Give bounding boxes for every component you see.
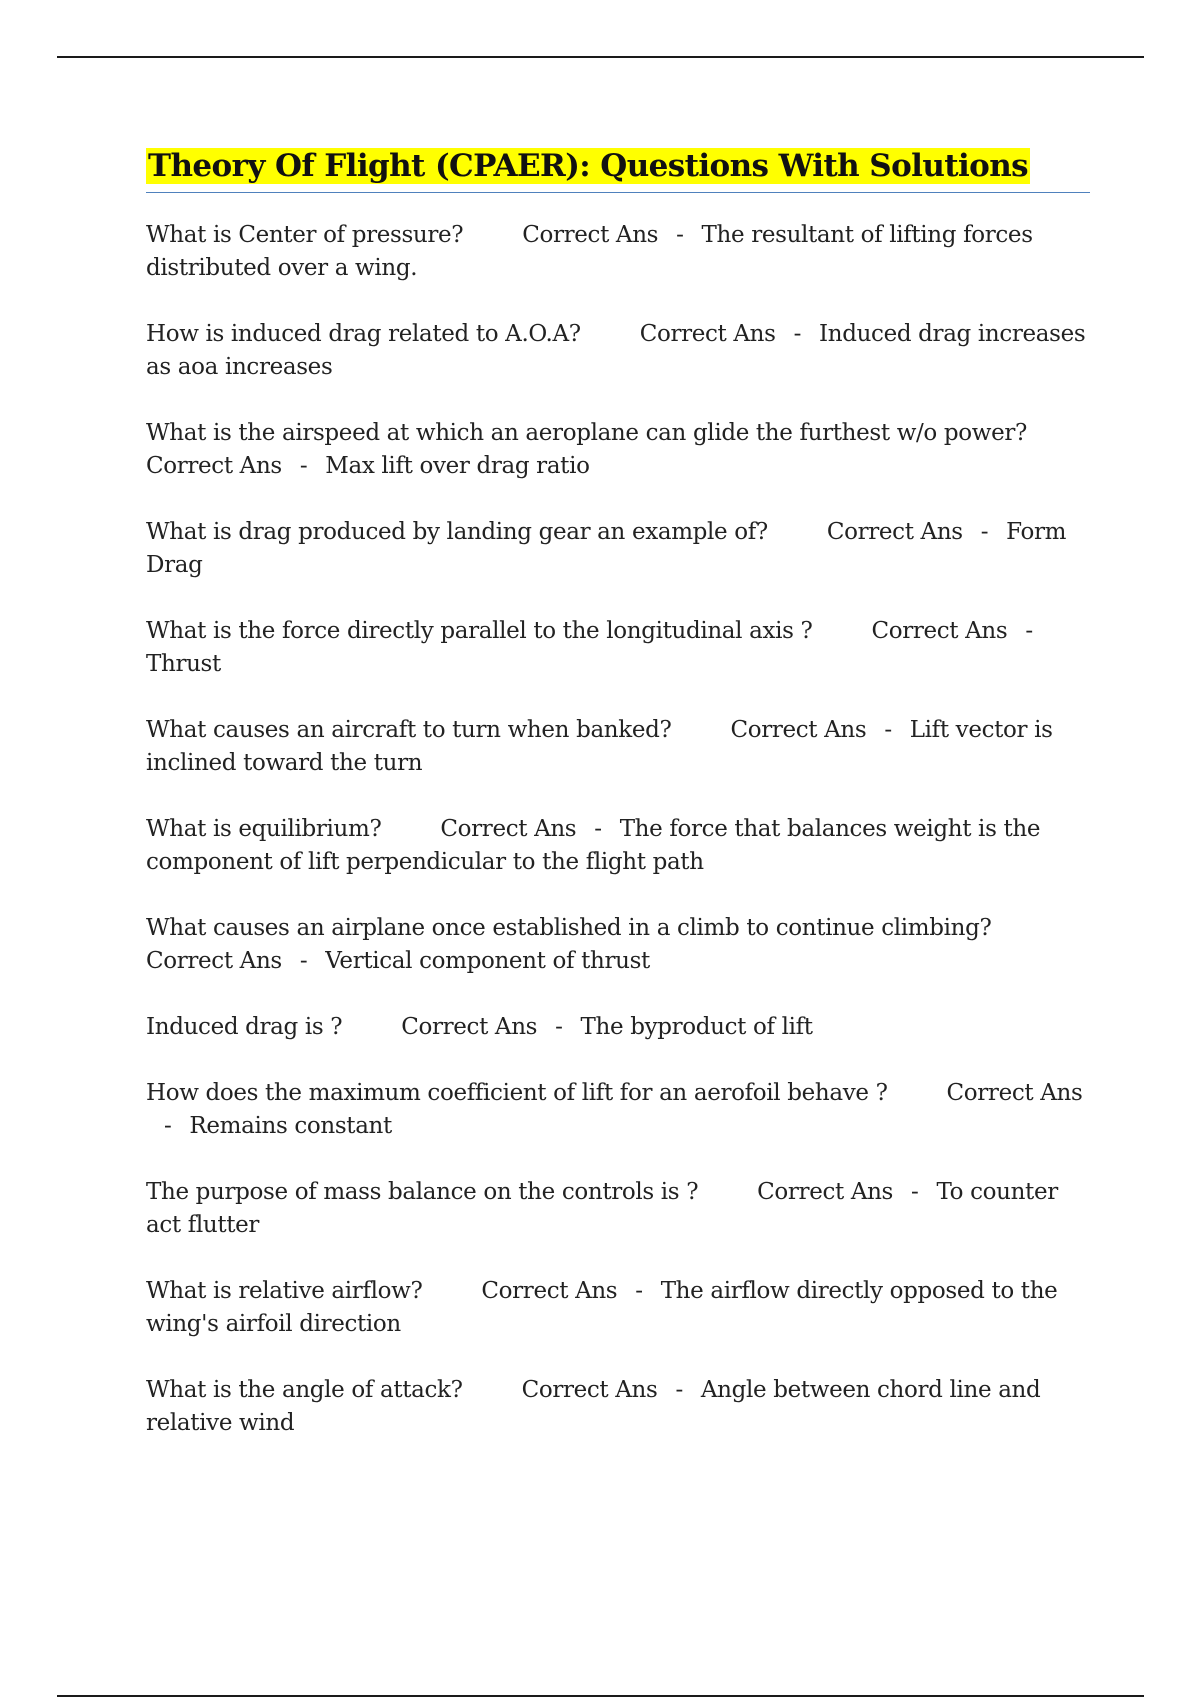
answer-label: Correct Ans [871,618,1008,644]
answer-separator: - [555,1014,563,1040]
answer-separator: - [911,1179,919,1205]
qa-item [146,912,1090,978]
answer-label: Correct Ans [481,1278,618,1304]
qa-item [146,1077,1090,1143]
qa-item [146,714,1090,780]
qa-item [146,1275,1090,1341]
answer-label: Correct Ans [757,1179,894,1205]
qa-item [146,318,1090,384]
header-rule [57,56,1144,58]
answer-text: The airflow directly opposed to the wing's airfoil direction [146,1278,1058,1337]
answer-label: Correct Ans [730,717,867,743]
qa-item [146,516,1090,582]
question-text: What causes an airplane once established in a climb to continue climbing? [146,915,992,941]
question-text: What is the airspeed at which an aeroplane can glide the furthest w/o power? [146,420,1027,446]
answer-text: The byproduct of lift [580,1014,813,1040]
answer-text: Angle between chord line and relative wind [146,1377,1041,1436]
answer-text: The force that balances weight is the component of lift perpendicular to the flight path [146,816,1041,875]
question-text: What is equilibrium? [146,816,382,842]
question-text: How does the maximum coefficient of lift for an aerofoil behave ? [146,1080,888,1106]
qa-list [146,219,1090,1440]
answer-separator: - [164,1113,172,1139]
answer-text: Vertical component of thrust [325,948,650,974]
title-block [146,146,1090,193]
answer-label: Correct Ans [440,816,577,842]
answer-label: Correct Ans [146,948,282,974]
answer-label: Correct Ans [946,1080,1083,1106]
question-text: What is the angle of attack? [146,1377,463,1403]
answer-separator: - [299,948,308,974]
answer-label: Correct Ans [826,519,963,545]
footer-rule [57,1695,1144,1697]
answer-text: Form Drag [146,519,1067,578]
answer-text: Lift vector is inclined toward the turn [146,717,1053,776]
document-title: Theory Of Flight (CPAER): Questions With Solutions [148,148,1029,184]
question-text: What is Center of pressure? [146,222,464,248]
question-text: Induced drag is ? [146,1014,343,1040]
answer-separator: - [1025,618,1033,644]
answer-text: Max lift over drag ratio [325,453,590,479]
answer-separator: - [884,717,892,743]
answer-text: Thrust [146,651,221,677]
answer-separator: - [675,1377,683,1403]
answer-separator: - [299,453,308,479]
answer-text: To counter act flutter [146,1179,1058,1238]
qa-item [146,1011,1090,1044]
qa-item [146,813,1090,879]
question-text: How is induced drag related to A.O.A? [146,321,581,347]
question-text: What is the force directly parallel to the longitudinal axis ? [146,618,813,644]
qa-item [146,1374,1090,1440]
answer-separator: - [676,222,684,248]
qa-item [146,417,1090,483]
answer-text: Remains constant [189,1113,392,1139]
document-body [146,146,1090,1473]
answer-label: Correct Ans [401,1014,538,1040]
qa-item [146,615,1090,681]
answer-label: Correct Ans [639,321,776,347]
question-text: The purpose of mass balance on the controls is ? [146,1179,699,1205]
answer-label: Correct Ans [522,222,659,248]
answer-label: Correct Ans [521,1377,658,1403]
answer-separator: - [594,816,602,842]
question-text: What is relative airflow? [146,1278,423,1304]
question-text: What causes an aircraft to turn when banked? [146,717,672,743]
answer-text: The resultant of lifting forces distributed over a wing. [146,222,1033,281]
answer-separator: - [793,321,802,347]
answer-separator: - [980,519,989,545]
answer-text: Induced drag increases as aoa increases [146,321,1086,380]
qa-item [146,1176,1090,1242]
answer-label: Correct Ans [146,453,282,479]
qa-item [146,219,1090,285]
answer-separator: - [635,1278,643,1304]
question-text: What is drag produced by landing gear an example of? [146,519,768,545]
